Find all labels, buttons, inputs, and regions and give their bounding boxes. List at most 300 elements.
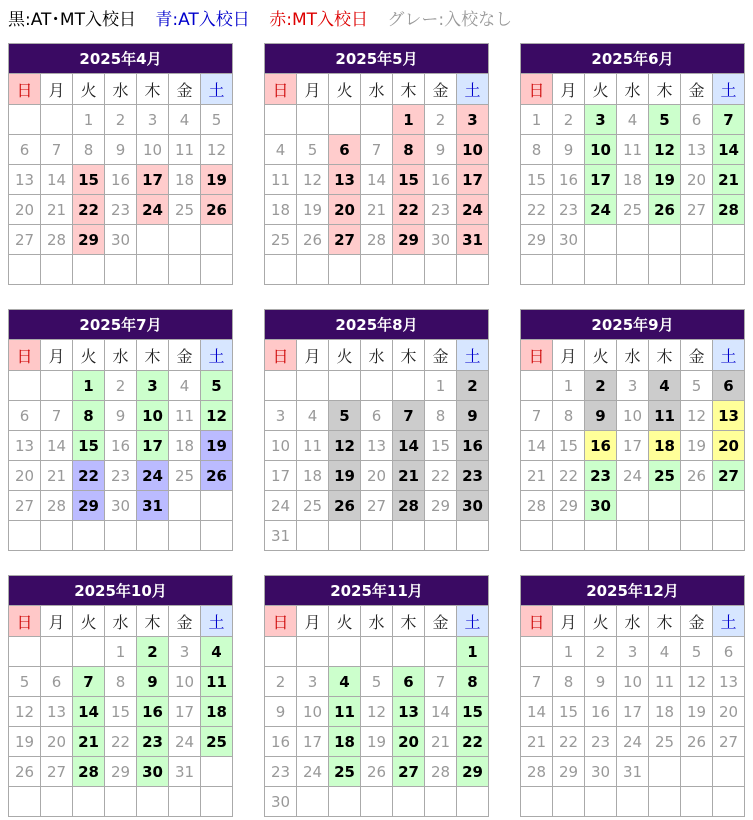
day-cell: 25: [329, 757, 361, 787]
weekday-header: 金: [425, 606, 457, 637]
day-cell: 9: [553, 135, 585, 165]
day-cell: 13: [713, 667, 745, 697]
weekday-header: 月: [41, 340, 73, 371]
day-cell: 4: [169, 105, 201, 135]
weekday-header: 木: [649, 606, 681, 637]
day-cell: 27: [713, 727, 745, 757]
day-cell: 6: [681, 105, 713, 135]
day-cell: 8: [553, 667, 585, 697]
empty-cell: [457, 521, 489, 551]
weekday-header: 月: [297, 606, 329, 637]
weekday-header: 金: [681, 340, 713, 371]
day-cell: 22: [73, 195, 105, 225]
weekday-header: 水: [361, 606, 393, 637]
day-cell: 9: [105, 135, 137, 165]
day-cell: 28: [521, 757, 553, 787]
day-cell: 11: [169, 135, 201, 165]
day-cell: 20: [713, 431, 745, 461]
day-cell: 26: [361, 757, 393, 787]
day-cell: 9: [105, 401, 137, 431]
day-cell: 26: [201, 461, 233, 491]
weekday-header: 金: [681, 606, 713, 637]
weekday-header: 火: [73, 340, 105, 371]
day-cell: 31: [617, 757, 649, 787]
day-cell: 6: [329, 135, 361, 165]
empty-cell: [201, 757, 233, 787]
empty-cell: [393, 787, 425, 817]
empty-cell: [361, 637, 393, 667]
day-cell: 29: [457, 757, 489, 787]
day-cell: 17: [169, 697, 201, 727]
day-cell: 16: [553, 165, 585, 195]
empty-cell: [617, 787, 649, 817]
day-cell: 4: [201, 637, 233, 667]
day-cell: 5: [9, 667, 41, 697]
weekday-header: 金: [425, 74, 457, 105]
day-cell: 23: [553, 195, 585, 225]
day-cell: 22: [521, 195, 553, 225]
day-cell: 10: [265, 431, 297, 461]
day-cell: 14: [393, 431, 425, 461]
month-title: 2025年4月: [9, 44, 233, 74]
day-cell: 24: [617, 727, 649, 757]
day-cell: 2: [585, 637, 617, 667]
empty-cell: [297, 105, 329, 135]
empty-cell: [41, 105, 73, 135]
day-cell: 6: [393, 667, 425, 697]
empty-cell: [713, 491, 745, 521]
empty-cell: [361, 255, 393, 285]
empty-cell: [137, 521, 169, 551]
weekday-header: 日: [9, 340, 41, 371]
weekday-header: 火: [585, 74, 617, 105]
weekday-header: 日: [9, 606, 41, 637]
empty-cell: [329, 105, 361, 135]
day-cell: 15: [73, 165, 105, 195]
day-cell: 5: [201, 371, 233, 401]
empty-cell: [169, 787, 201, 817]
day-cell: 22: [457, 727, 489, 757]
day-cell: 27: [9, 225, 41, 255]
day-cell: 18: [329, 727, 361, 757]
day-cell: 4: [649, 637, 681, 667]
day-cell: 30: [425, 225, 457, 255]
weekday-header: 金: [169, 340, 201, 371]
day-cell: 18: [297, 461, 329, 491]
weekday-header: 水: [361, 74, 393, 105]
day-cell: 23: [137, 727, 169, 757]
empty-cell: [393, 637, 425, 667]
day-cell: 20: [393, 727, 425, 757]
empty-cell: [681, 787, 713, 817]
day-cell: 24: [137, 461, 169, 491]
empty-cell: [201, 491, 233, 521]
weekday-header: 金: [681, 74, 713, 105]
day-cell: 20: [9, 195, 41, 225]
empty-cell: [169, 521, 201, 551]
empty-cell: [713, 521, 745, 551]
day-cell: 21: [73, 727, 105, 757]
day-cell: 12: [201, 135, 233, 165]
day-cell: 5: [201, 105, 233, 135]
day-cell: 18: [201, 697, 233, 727]
empty-cell: [41, 637, 73, 667]
day-cell: 2: [105, 105, 137, 135]
day-cell: 6: [361, 401, 393, 431]
empty-cell: [649, 521, 681, 551]
day-cell: 10: [137, 401, 169, 431]
day-cell: 12: [9, 697, 41, 727]
empty-cell: [393, 255, 425, 285]
day-cell: 26: [201, 195, 233, 225]
day-cell: 3: [585, 105, 617, 135]
day-cell: 20: [329, 195, 361, 225]
day-cell: 26: [9, 757, 41, 787]
day-cell: 31: [457, 225, 489, 255]
day-cell: 3: [137, 371, 169, 401]
weekday-header: 土: [713, 340, 745, 371]
day-cell: 12: [297, 165, 329, 195]
month-title: 2025年9月: [521, 310, 745, 340]
day-cell: 20: [9, 461, 41, 491]
day-cell: 28: [41, 491, 73, 521]
day-cell: 8: [521, 135, 553, 165]
day-cell: 1: [105, 637, 137, 667]
day-cell: 15: [521, 165, 553, 195]
month-calendar: [520, 43, 745, 285]
day-cell: 18: [169, 431, 201, 461]
empty-cell: [681, 255, 713, 285]
day-cell: 3: [169, 637, 201, 667]
weekday-header: 月: [553, 340, 585, 371]
day-cell: 4: [329, 667, 361, 697]
weekday-header: 土: [201, 606, 233, 637]
day-cell: 13: [361, 431, 393, 461]
day-cell: 23: [585, 461, 617, 491]
empty-cell: [585, 787, 617, 817]
weekday-header: 木: [137, 340, 169, 371]
day-cell: 11: [201, 667, 233, 697]
empty-cell: [265, 105, 297, 135]
day-cell: 20: [361, 461, 393, 491]
day-cell: 3: [297, 667, 329, 697]
day-cell: 10: [169, 667, 201, 697]
day-cell: 13: [329, 165, 361, 195]
legend-at: 青:AT入校日: [155, 10, 250, 30]
weekday-header: 月: [297, 74, 329, 105]
weekday-header: 金: [169, 606, 201, 637]
empty-cell: [617, 225, 649, 255]
empty-cell: [361, 521, 393, 551]
empty-cell: [9, 787, 41, 817]
day-cell: 17: [617, 697, 649, 727]
day-cell: 31: [169, 757, 201, 787]
day-cell: 15: [105, 697, 137, 727]
day-cell: 15: [553, 697, 585, 727]
empty-cell: [521, 255, 553, 285]
weekday-header: 火: [585, 606, 617, 637]
weekday-header: 土: [457, 606, 489, 637]
day-cell: 28: [41, 225, 73, 255]
day-cell: 12: [329, 431, 361, 461]
day-cell: 8: [457, 667, 489, 697]
empty-cell: [681, 225, 713, 255]
day-cell: 25: [265, 225, 297, 255]
day-cell: 27: [713, 461, 745, 491]
weekday-header: 木: [649, 74, 681, 105]
day-cell: 7: [393, 401, 425, 431]
day-cell: 8: [73, 401, 105, 431]
day-cell: 22: [553, 727, 585, 757]
day-cell: 22: [73, 461, 105, 491]
empty-cell: [9, 371, 41, 401]
day-cell: 13: [41, 697, 73, 727]
empty-cell: [361, 787, 393, 817]
day-cell: 9: [265, 697, 297, 727]
day-cell: 23: [105, 461, 137, 491]
day-cell: 12: [649, 135, 681, 165]
day-cell: 16: [585, 431, 617, 461]
day-cell: 28: [73, 757, 105, 787]
empty-cell: [201, 225, 233, 255]
empty-cell: [361, 105, 393, 135]
day-cell: 27: [681, 195, 713, 225]
day-cell: 20: [681, 165, 713, 195]
day-cell: 11: [329, 697, 361, 727]
empty-cell: [521, 787, 553, 817]
day-cell: 19: [649, 165, 681, 195]
day-cell: 18: [169, 165, 201, 195]
day-cell: 29: [425, 491, 457, 521]
month-title: 2025年10月: [9, 576, 233, 606]
empty-cell: [9, 521, 41, 551]
day-cell: 25: [201, 727, 233, 757]
day-cell: 26: [297, 225, 329, 255]
day-cell: 16: [137, 697, 169, 727]
empty-cell: [297, 371, 329, 401]
empty-cell: [201, 255, 233, 285]
day-cell: 18: [649, 697, 681, 727]
weekday-header: 月: [553, 74, 585, 105]
day-cell: 3: [457, 105, 489, 135]
day-cell: 7: [425, 667, 457, 697]
empty-cell: [457, 255, 489, 285]
day-cell: 21: [521, 727, 553, 757]
day-cell: 14: [73, 697, 105, 727]
day-cell: 24: [617, 461, 649, 491]
month-title: 2025年5月: [265, 44, 489, 74]
empty-cell: [713, 255, 745, 285]
day-cell: 27: [361, 491, 393, 521]
day-cell: 18: [649, 431, 681, 461]
day-cell: 29: [553, 491, 585, 521]
month-title: 2025年8月: [265, 310, 489, 340]
day-cell: 27: [329, 225, 361, 255]
day-cell: 30: [585, 757, 617, 787]
empty-cell: [297, 787, 329, 817]
day-cell: 12: [361, 697, 393, 727]
weekday-header: 木: [393, 340, 425, 371]
weekday-header: 月: [297, 340, 329, 371]
day-cell: 2: [457, 371, 489, 401]
month-calendar: [264, 575, 489, 817]
day-cell: 14: [41, 431, 73, 461]
day-cell: 17: [265, 461, 297, 491]
day-cell: 11: [169, 401, 201, 431]
day-cell: 17: [457, 165, 489, 195]
day-cell: 4: [617, 105, 649, 135]
day-cell: 25: [649, 727, 681, 757]
day-cell: 13: [681, 135, 713, 165]
day-cell: 9: [137, 667, 169, 697]
month-title: 2025年6月: [521, 44, 745, 74]
day-cell: 19: [681, 431, 713, 461]
day-cell: 2: [585, 371, 617, 401]
day-cell: 19: [201, 165, 233, 195]
day-cell: 30: [137, 757, 169, 787]
day-cell: 12: [201, 401, 233, 431]
day-cell: 22: [393, 195, 425, 225]
day-cell: 9: [585, 401, 617, 431]
day-cell: 9: [425, 135, 457, 165]
empty-cell: [41, 787, 73, 817]
weekday-header: 土: [201, 74, 233, 105]
day-cell: 5: [329, 401, 361, 431]
day-cell: 23: [457, 461, 489, 491]
empty-cell: [265, 637, 297, 667]
day-cell: 23: [585, 727, 617, 757]
day-cell: 28: [425, 757, 457, 787]
day-cell: 25: [169, 195, 201, 225]
day-cell: 1: [425, 371, 457, 401]
empty-cell: [617, 255, 649, 285]
day-cell: 17: [137, 165, 169, 195]
empty-cell: [393, 521, 425, 551]
month-calendar: [8, 309, 233, 551]
day-cell: 26: [649, 195, 681, 225]
day-cell: 1: [457, 637, 489, 667]
day-cell: 16: [265, 727, 297, 757]
empty-cell: [553, 255, 585, 285]
empty-cell: [649, 787, 681, 817]
weekday-header: 火: [73, 606, 105, 637]
day-cell: 3: [137, 105, 169, 135]
weekday-header: 日: [9, 74, 41, 105]
weekday-header: 火: [329, 606, 361, 637]
empty-cell: [649, 757, 681, 787]
empty-cell: [329, 371, 361, 401]
empty-cell: [713, 787, 745, 817]
day-cell: 17: [297, 727, 329, 757]
weekday-header: 木: [393, 74, 425, 105]
day-cell: 13: [713, 401, 745, 431]
day-cell: 20: [41, 727, 73, 757]
day-cell: 21: [41, 461, 73, 491]
empty-cell: [425, 787, 457, 817]
day-cell: 29: [73, 225, 105, 255]
empty-cell: [713, 757, 745, 787]
empty-cell: [9, 255, 41, 285]
day-cell: 4: [265, 135, 297, 165]
day-cell: 26: [329, 491, 361, 521]
weekday-header: 日: [265, 340, 297, 371]
empty-cell: [521, 637, 553, 667]
empty-cell: [425, 637, 457, 667]
empty-cell: [521, 521, 553, 551]
weekday-header: 水: [105, 340, 137, 371]
day-cell: 21: [521, 461, 553, 491]
day-cell: 26: [681, 461, 713, 491]
weekday-header: 木: [137, 606, 169, 637]
empty-cell: [169, 491, 201, 521]
day-cell: 22: [553, 461, 585, 491]
empty-cell: [585, 225, 617, 255]
day-cell: 16: [585, 697, 617, 727]
day-cell: 9: [585, 667, 617, 697]
day-cell: 12: [681, 401, 713, 431]
day-cell: 25: [649, 461, 681, 491]
weekday-header: 水: [105, 74, 137, 105]
day-cell: 16: [105, 431, 137, 461]
day-cell: 29: [393, 225, 425, 255]
empty-cell: [105, 255, 137, 285]
day-cell: 2: [105, 371, 137, 401]
month-title: 2025年7月: [9, 310, 233, 340]
weekday-header: 火: [73, 74, 105, 105]
empty-cell: [9, 637, 41, 667]
day-cell: 5: [649, 105, 681, 135]
month-title: 2025年12月: [521, 576, 745, 606]
day-cell: 22: [425, 461, 457, 491]
day-cell: 30: [105, 225, 137, 255]
day-cell: 14: [41, 165, 73, 195]
day-cell: 24: [585, 195, 617, 225]
day-cell: 14: [521, 431, 553, 461]
empty-cell: [297, 637, 329, 667]
day-cell: 10: [137, 135, 169, 165]
day-cell: 21: [393, 461, 425, 491]
day-cell: 5: [681, 371, 713, 401]
day-cell: 15: [393, 165, 425, 195]
day-cell: 19: [297, 195, 329, 225]
weekday-header: 火: [585, 340, 617, 371]
legend-mt: 赤:MT入校日: [269, 10, 368, 30]
weekday-header: 火: [329, 340, 361, 371]
day-cell: 2: [553, 105, 585, 135]
day-cell: 13: [9, 431, 41, 461]
day-cell: 8: [553, 401, 585, 431]
day-cell: 6: [713, 637, 745, 667]
weekday-header: 金: [169, 74, 201, 105]
empty-cell: [617, 521, 649, 551]
day-cell: 13: [9, 165, 41, 195]
weekday-header: 土: [457, 74, 489, 105]
day-cell: 4: [169, 371, 201, 401]
day-cell: 8: [73, 135, 105, 165]
day-cell: 17: [585, 165, 617, 195]
empty-cell: [585, 521, 617, 551]
weekday-header: 木: [137, 74, 169, 105]
day-cell: 14: [713, 135, 745, 165]
day-cell: 24: [265, 491, 297, 521]
day-cell: 19: [201, 431, 233, 461]
month-calendar: [8, 43, 233, 285]
empty-cell: [425, 255, 457, 285]
day-cell: 7: [73, 667, 105, 697]
day-cell: 10: [457, 135, 489, 165]
day-cell: 17: [137, 431, 169, 461]
day-cell: 17: [617, 431, 649, 461]
